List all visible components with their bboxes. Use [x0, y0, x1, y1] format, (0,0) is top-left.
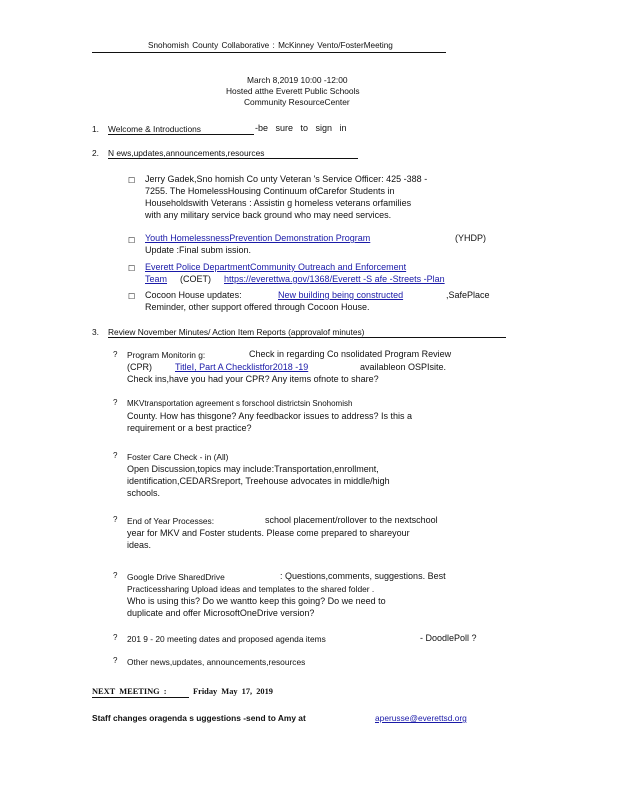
review-item-line: identification,CEDARSreport, Treehouse advocates in middle/high [127, 476, 390, 486]
checkbox-bullet: ☐ [128, 292, 136, 301]
checkbox-bullet: ☐ [128, 264, 136, 273]
email-link[interactable]: aperusse@everettsd.org [375, 713, 467, 723]
title1-checklist-link[interactable]: TitleI, Part A Checklistfor2018 -19 [175, 362, 309, 372]
question-bullet: ? [113, 656, 118, 665]
question-bullet: ? [113, 451, 118, 460]
question-bullet: ? [113, 633, 118, 642]
review-item-heading: Other news,updates, announcements,resources [127, 657, 306, 667]
next-meeting-underline [92, 697, 189, 698]
yhdp-link[interactable]: Youth HomelessnessPrevention Demonstration Program [145, 233, 371, 243]
section-number: 2. [92, 148, 99, 158]
next-meeting-date: Friday May 17, 2019 [193, 687, 273, 696]
news-item-suffix: ,SafePlace [446, 290, 490, 300]
review-item-line: availableon OSPIsite. [360, 362, 447, 372]
section-title: N ews,updates,announcements,resources [108, 148, 265, 158]
hosted-line: Hosted atthe Everett Public Schools [226, 86, 360, 96]
section-underline [108, 158, 358, 159]
title-rule [92, 52, 446, 53]
cocoon-building-link[interactable]: New building being constructed [278, 290, 404, 300]
coet-link[interactable]: Everett Police DepartmentCommunity Outreach and Enforcement [145, 262, 407, 272]
section-underline [108, 134, 254, 135]
review-item-line: Open Discussion,topics may include:Transportation,enrollment, [127, 464, 379, 474]
staff-request-text: Staff changes oragenda s uggestions -send to Amy at [92, 713, 306, 723]
news-item-line: Reminder, other support offered through Cocoon House. [145, 302, 370, 312]
review-item-line: : Questions,comments, suggestions. Best [280, 571, 446, 581]
review-item-heading: Program Monitorin g: [127, 350, 206, 360]
review-item-line: year for MKV and Foster students. Please come prepared to shareyour [127, 528, 410, 538]
review-item-line: (CPR) [127, 362, 152, 372]
review-item-line: requirement or a best practice? [127, 423, 252, 433]
review-item-heading: MKVtransportation agreement s forschool districtsin Snohomish [127, 399, 353, 408]
section-number: 3. [92, 327, 99, 337]
news-item-mid: (COET) [180, 274, 211, 284]
news-item-line: 7255. The HomelessHousing Continuum ofCarefor Students in [145, 186, 395, 196]
review-item-line: duplicate and offer MicrosoftOneDrive version? [127, 608, 315, 618]
question-bullet: ? [113, 571, 118, 580]
section-title: Welcome & Introductions [108, 124, 201, 134]
location-line: Community ResourceCenter [244, 97, 350, 107]
section-number: 1. [92, 124, 99, 134]
safe-streets-link[interactable]: https://everettwa.gov/1368/Everett -S afe -Streets -Plan [224, 274, 445, 284]
review-item-line: school placement/rollover to the nextschool [265, 515, 438, 525]
meeting-date: March 8,2019 10:00 -12:00 [247, 75, 348, 85]
review-item-line: ideas. [127, 540, 152, 550]
news-item-line: Update :Final subm ission. [145, 245, 252, 255]
question-bullet: ? [113, 398, 118, 407]
review-item-line: - DoodlePoll ? [420, 633, 477, 643]
checkbox-bullet: ☐ [128, 176, 136, 185]
news-item-line: Jerry Gadek,Sno homish Co unty Veteran 's Service Officer: 425 -388 - [145, 174, 428, 184]
checkbox-bullet: ☐ [128, 236, 136, 245]
section-underline [108, 337, 506, 338]
review-item-line: Practicessharing Upload ideas and templates to the shared folder . [127, 584, 375, 594]
review-item-line: County. How has thisgone? Any feedbackor issues to address? Is this a [127, 411, 412, 421]
news-item-line: Householdswith Veterans : Assistin g homeless veterans orfamilies [145, 198, 412, 208]
section-suffix: -be sure to sign in [255, 123, 347, 133]
question-bullet: ? [113, 350, 118, 359]
meeting-title: Snohomish County Collaborative : McKinney Vento/FosterMeeting [148, 41, 393, 50]
news-item-suffix: (YHDP) [455, 233, 486, 243]
review-item-heading: Foster Care Check - in (All) [127, 452, 229, 462]
review-item-heading: 201 9 - 20 meeting dates and proposed agenda items [127, 634, 326, 644]
review-item-line: schools. [127, 488, 161, 498]
news-item-line: with any military service back ground who may need services. [145, 210, 392, 220]
review-item-line: Check in regarding Co nsolidated Program Review [249, 349, 452, 359]
news-item-prefix: Cocoon House updates: [145, 290, 242, 300]
next-meeting-label: NEXT MEETING : [92, 687, 167, 696]
review-item-heading: End of Year Processes: [127, 516, 215, 526]
review-item-heading: Google Drive SharedDrive [127, 572, 225, 582]
section-title: Review November Minutes/ Action Item Reports (approvalof minutes) [108, 327, 365, 337]
question-bullet: ? [113, 515, 118, 524]
coet-team-link[interactable]: Team [145, 274, 168, 284]
review-item-line: Who is using this? Do we wantto keep this going? Do we need to [127, 596, 386, 606]
review-item-line: Check ins,have you had your CPR? Any items ofnote to share? [127, 374, 379, 384]
